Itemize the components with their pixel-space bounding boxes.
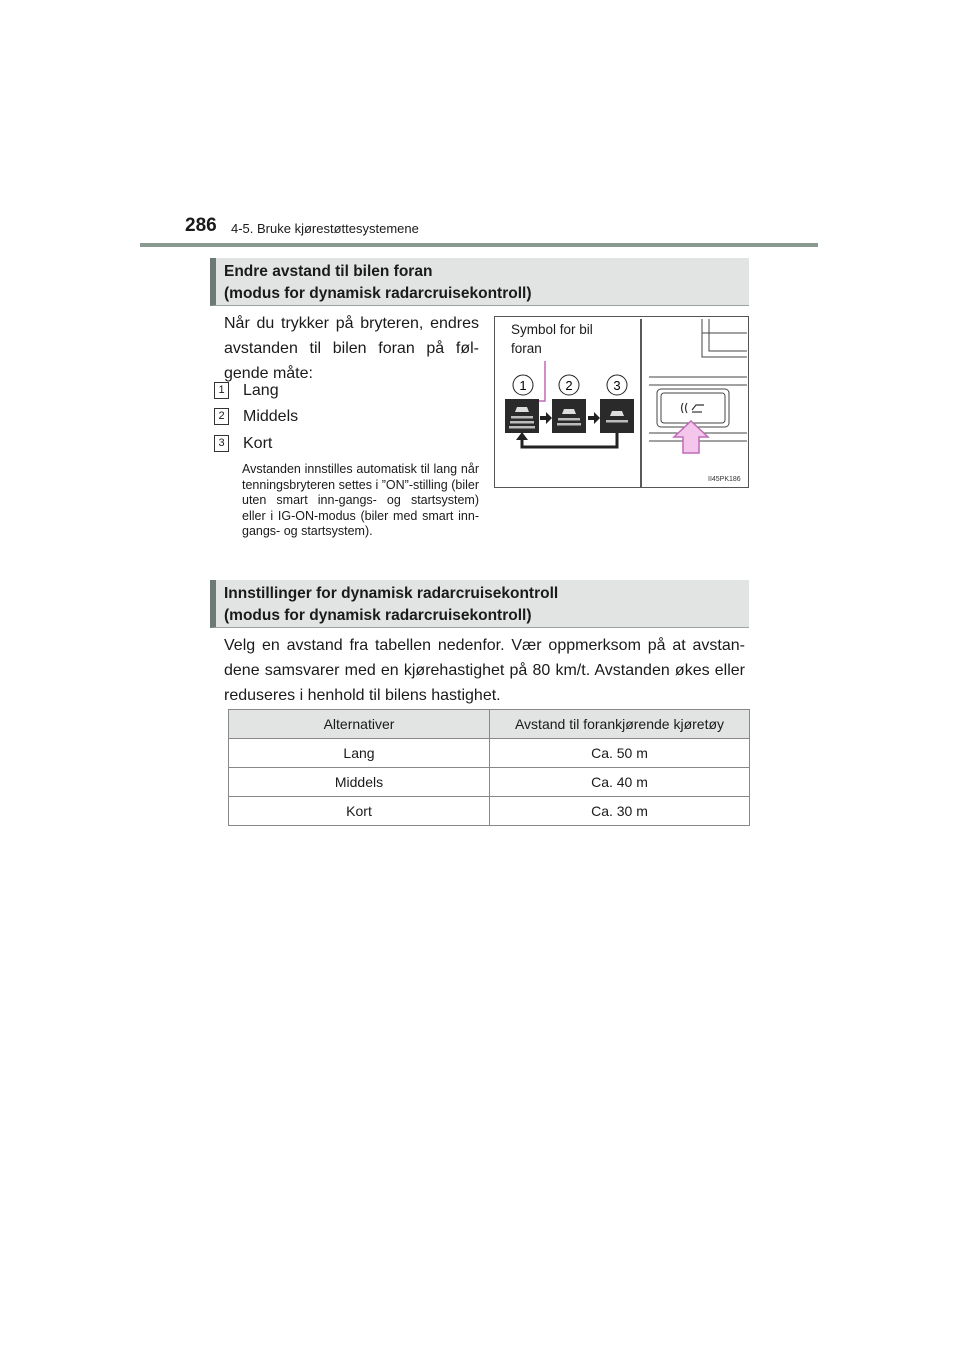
table-header-row <box>229 710 750 739</box>
svg-text:2: 2 <box>565 378 573 393</box>
circle-number-3 <box>607 375 627 395</box>
number-badge: 3 <box>214 435 229 452</box>
distance-table <box>228 709 750 826</box>
list-item-label: Kort <box>243 435 273 452</box>
list-item-1 <box>214 380 279 402</box>
arrow-icon <box>540 412 552 424</box>
number-badge: 1 <box>214 382 229 399</box>
display-icon-long <box>505 399 539 433</box>
svg-text:3: 3 <box>613 378 621 393</box>
dashboard-sketch <box>649 319 747 441</box>
column-header: Alternativer <box>229 710 490 739</box>
section-heading-line2: (modus for dynamisk radarcruisekontroll) <box>224 607 532 624</box>
chapter-title: 4-5. Bruke kjørestøttesystemene <box>231 221 419 236</box>
display-icon-short <box>600 399 634 433</box>
table-cell: Ca. 30 m <box>490 797 750 826</box>
list-item-2 <box>214 406 298 428</box>
page-number: 286 <box>185 215 217 236</box>
section-heading-settings <box>210 580 749 628</box>
section-heading-line2: (modus for dynamisk radarcruisekontroll) <box>224 285 532 302</box>
note-paragraph: Avstanden innstilles automatisk til lang når tenningsbryteren settes i ”ON”-stilling (biler uten smart inn-gangs- og startsystem) eller i IG-ON-modus (biler med smart inn-gangs- og startsystem). <box>242 462 479 538</box>
list-item-label: Lang <box>243 382 279 399</box>
table-cell: Middels <box>229 768 490 797</box>
arrow-icon <box>588 412 600 424</box>
list-item-label: Middels <box>243 408 299 425</box>
section-heading-distance <box>210 258 749 306</box>
display-icon-middle <box>552 399 586 433</box>
circle-number-2 <box>559 375 579 395</box>
section-heading-line1: Innstillinger for dynamisk radarcruisekontroll <box>224 585 559 602</box>
intro-paragraph: Når du trykker på bryteren, endres avstanden til bilen foran på føl-gende måte: <box>224 315 479 382</box>
settings-paragraph: Velg en avstand fra tabellen nedenfor. Vær oppmerksom på at avstan-dene samsvarer med en kjørehastighet på 80 km/t. Avstanden økes eller reduseres i henhold til bilens hastighet. <box>224 637 745 704</box>
svg-text:1: 1 <box>519 378 527 393</box>
table-row <box>229 797 750 826</box>
circle-number-1 <box>513 375 533 395</box>
table-row <box>229 768 750 797</box>
table-cell: Lang <box>229 739 490 768</box>
figure-illustration <box>495 317 748 487</box>
header-divider <box>140 243 818 247</box>
table-cell: Ca. 40 m <box>490 768 750 797</box>
section-heading-line1: Endre avstand til bilen foran <box>224 263 433 280</box>
table-row <box>229 739 750 768</box>
distance-switch-figure <box>494 316 749 488</box>
table-cell: Kort <box>229 797 490 826</box>
distance-switch-icon <box>682 403 705 413</box>
figure-label: Symbol for bil foran <box>511 322 593 356</box>
number-badge: 2 <box>214 408 229 425</box>
press-arrow-icon <box>674 421 708 453</box>
list-item-3 <box>214 433 272 455</box>
column-header: Avstand til forankjørende kjøretøy <box>490 710 750 739</box>
figure-code: II45PK186 <box>708 476 741 483</box>
table-cell: Ca. 50 m <box>490 739 750 768</box>
